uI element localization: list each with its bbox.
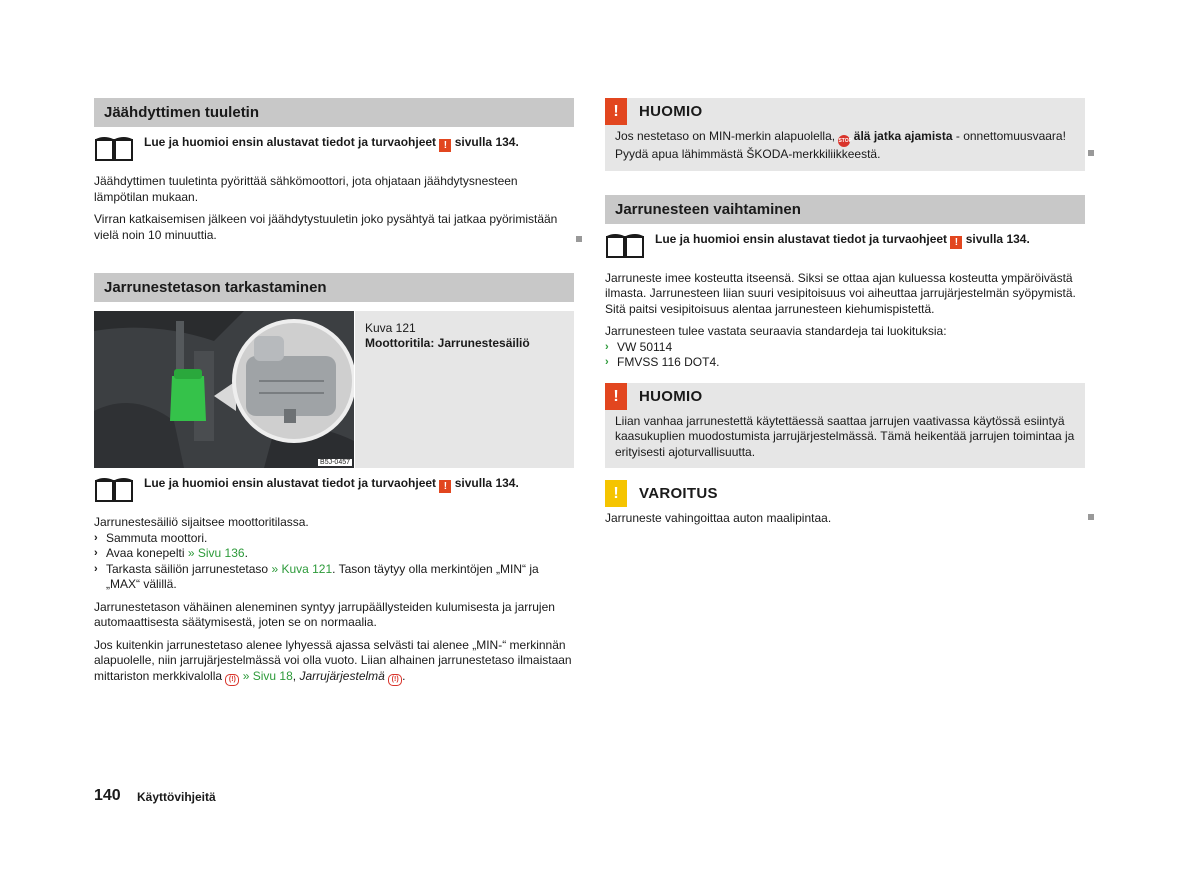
paragraph: Jarrunestesäiliö sijaitsee moottoritilassa.: [94, 515, 309, 529]
caution-title: VAROITUS: [639, 485, 718, 502]
list-item: › FMVSS 116 DOT4.: [605, 355, 720, 369]
section-title-brake-fluid-check: Jarrunestetason tarkastaminen: [94, 273, 574, 302]
link-figure-121[interactable]: » Kuva 121: [271, 561, 333, 576]
section-title-radiator-fan: Jäähdyttimen tuuletin: [94, 98, 574, 127]
engine-bay-image: [94, 311, 354, 468]
safety-reference: Lue ja huomioi ensin alustavat tiedot ja turvaohjeet ! sivulla 134.: [94, 473, 574, 509]
right-column: [605, 98, 1085, 527]
notice-box: ! HUOMIO Liian vanhaa jarrunestettä käytettäessä saattaa jarrujen vaativassa käytössä esiintyä kaasukuplien muodostumista jarrujärjestelmässä. Tämä heikentää jarrujen toimintaa ja erityisesti ajoturvallisuutta.: [605, 383, 1085, 469]
figure-title: Moottoritila: Jarrunestesäiliö: [365, 336, 530, 350]
safety-reference: Lue ja huomioi ensin alustavat tiedot ja turvaohjeet ! sivulla 134.: [94, 132, 574, 168]
paragraph: Virran katkaisemisen jälkeen voi jäähdytystuuletin joko pysähtyä tai jatkaa pyörimistään vielä noin 10 minuuttia.: [94, 212, 558, 242]
list-item: › Sammuta moottori.: [94, 530, 208, 545]
figure-caption: [355, 311, 574, 468]
page-link[interactable]: sivulla 134.: [965, 231, 1030, 246]
warning-icon: !: [605, 98, 627, 125]
caution-icon: !: [605, 480, 627, 507]
notice-title: HUOMIO: [639, 387, 703, 405]
safety-reference: Lue ja huomioi ensin alustavat tiedot ja turvaohjeet ! sivulla 134.: [605, 229, 1085, 265]
arrow-icon: ›: [94, 562, 98, 575]
brake-warning-lamp-icon: (!): [225, 674, 239, 686]
arrow-icon: ›: [605, 356, 609, 368]
section-end-marker: [1088, 150, 1094, 156]
section-end-marker: [576, 236, 582, 242]
page-number: 140: [94, 787, 121, 804]
brake-warning-lamp-icon: (!): [388, 674, 402, 686]
stop-sign-icon: STOP: [838, 135, 850, 147]
list-item: › Tarkasta säiliön jarrunestetaso » Kuva 121. Tason täytyy olla merkintöjen „MIN“ ja „MAX“ välillä.: [94, 561, 539, 591]
section-title-brake-fluid-change: Jarrunesteen vaihtaminen: [605, 195, 1085, 224]
paragraph: Jarrunesteen tulee vastata seuraavia standardeja tai luokituksia:: [605, 324, 947, 338]
section-end-marker: [1088, 514, 1094, 520]
list-item: › Avaa konepelti » Sivu 136.: [94, 546, 248, 560]
book-icon: [605, 233, 645, 259]
paragraph: Jäähdyttimen tuuletinta pyörittää sähkömoottori, jota ohjataan jäähdytysnesteen lämpötilan mukaan.: [94, 174, 518, 204]
caution-header: [605, 480, 1085, 507]
notice-box: ! HUOMIO Jos nestetaso on MIN-merkin alapuolella, STOP älä jatka ajamista - onnettomuusvaara! Pyydä apua lähimmästä ŠKODA-merkkiliikkeestä.: [605, 98, 1085, 171]
arrow-icon: ›: [605, 340, 609, 353]
arrow-icon: ›: [94, 547, 98, 559]
chapter-title: Käyttövihjeitä: [137, 790, 216, 804]
warning-icon: !: [439, 139, 451, 152]
book-icon: [94, 477, 134, 503]
list-item: › VW 50114: [605, 339, 673, 354]
brake-fluid-reservoir-illustration: [94, 311, 354, 468]
link-page-18[interactable]: » Sivu 18: [242, 668, 293, 683]
warning-icon: !: [605, 383, 627, 410]
page-link[interactable]: sivulla 134.: [454, 476, 519, 490]
link-page-136[interactable]: » Sivu 136: [187, 546, 245, 560]
warning-icon: !: [950, 236, 962, 249]
warning-icon: !: [439, 480, 451, 493]
book-icon: [94, 136, 134, 162]
figure-number: Kuva 121: [365, 321, 416, 335]
left-column: [94, 98, 574, 686]
paragraph: Jarruneste vahingoittaa auton maalipintaa.: [605, 511, 832, 525]
page-link[interactable]: sivulla 134.: [454, 135, 519, 149]
figure-121: [94, 311, 574, 468]
figure-code: B5J-0457: [320, 459, 350, 466]
notice-title: HUOMIO: [639, 103, 703, 120]
paragraph: Jarruneste imee kosteutta itseensä. Siksi se ottaa ajan kuluessa kosteutta ympäröivästä ilmasta. Jarrunesteen liian suuri vesipitoisuus voi aiheuttaa jarrujärjestelmän syöpymistä. Sitä paitsi vesipitoisuus alentaa jarrunesteen kiehumispistettä.: [605, 270, 1076, 316]
paragraph: Jarrunestetason vähäinen aleneminen syntyy jarrupäällysteiden kulumisesta ja jarrujen automaattisesta säätymisestä, joten se on normaalia.: [94, 599, 555, 629]
paragraph: Jos kuitenkin jarrunestetaso alenee lyhyessä ajassa selvästi tai alenee „MIN-“ merkinnän alapuolelle, niin jarrujärjestelmässä voi olla vuoto. Liian alhainen jarrunestetaso ilmaistaan mittariston merkkivalolla (!) » Sivu 18, Jarrujärjestelmä (!) .: [94, 638, 574, 686]
arrow-icon: ›: [94, 531, 98, 544]
